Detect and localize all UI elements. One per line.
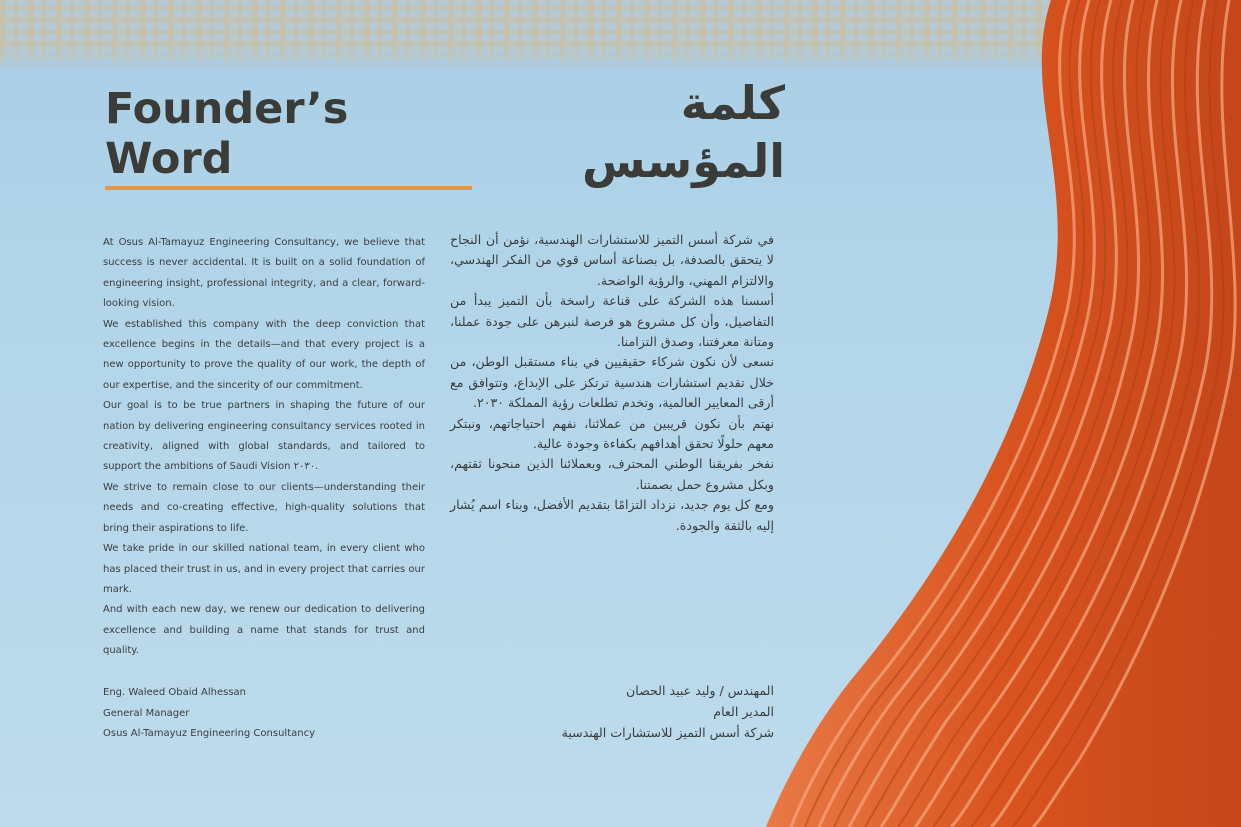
- english-paragraph: At Osus Al-Tamayuz Engineering Consultancy, we believe that success is never accidental. It is built on a solid foundation of engineering insight, professional integrity, and a clear, forward-looking vision.: [103, 237, 425, 310]
- arabic-paragraph: أسسنا هذه الشركة على قناعة راسخة بأن التميز يبدأ من التفاصيل، وأن كل مشروع هو فرصة لنبرهن على جودة عملنا، ومتانة معرفتنا، وصدق التزامنا.: [450, 293, 774, 350]
- arabic-paragraph: نسعى لأن نكون شركاء حقيقيين في بناء مستقبل الوطن، من خلال تقديم استشارات هندسية ترتكز على الإبداع، وتتوافق مع أرقى المعايير العالمية، وتخدم تطلعات رؤية المملكة ٢٠٣٠.: [450, 354, 774, 411]
- english-paragraph: Our goal is to be true partners in shaping the future of our nation by delivering engineering consultancy services rooted in creativity, aligned with global standards, and tailored to support the ambitions of Saudi Vision ٢٠٣٠.: [103, 400, 425, 473]
- signature-name: Eng. Waleed Obaid Alhessan: [103, 687, 246, 698]
- title-english: Founder’s Word: [105, 84, 472, 190]
- english-paragraph: We take pride in our skilled national team, in every client who has placed their trust in us, and in every project that carries our mark.: [103, 543, 425, 595]
- signature-english: [103, 683, 433, 745]
- orange-sculpture-image: [721, 0, 1241, 827]
- signature-name-arabic: المهندس / وليد عبيد الحصان: [626, 683, 774, 698]
- signature-company-arabic: شركة أسس التميز للاستشارات الهندسية: [561, 724, 774, 740]
- english-paragraph: And with each new day, we renew our dedication to delivering excellence and building a name that stands for trust and quality.: [103, 604, 425, 657]
- arabic-paragraph: في شركة أسس التميز للاستشارات الهندسية، نؤمن أن النجاح لا يتحقق بالصدفة، بل بصناعة أساس قوي من الفكر الهندسي، والالتزام المهني، والرؤية الواضحة.: [450, 232, 774, 288]
- signature-role: General Manager: [103, 707, 190, 719]
- arabic-column: [450, 230, 774, 536]
- signature-role-arabic: المدير العام: [713, 703, 774, 719]
- english-column: [103, 233, 425, 662]
- arabic-paragraph: نهتم بأن نكون قريبين من عملائنا، نفهم احتياجاتهم، ونبتكر معهم حلولًا تحقق أهدافهم بكفاءة وجودة عالية.: [450, 415, 774, 452]
- arabic-paragraph: ومع كل يوم جديد، نزداد التزامًا بتقديم الأفضل، وبناء اسم يُشار إليه بالثقة والجودة.: [450, 497, 774, 533]
- title-arabic: كلمة المؤسس: [582, 76, 785, 188]
- english-paragraph: We established this company with the deep conviction that excellence begins in the details—and that every project is a new opportunity to prove the quality of our work, the depth of our expertise, and the sincerity of our commitment.: [103, 318, 425, 391]
- page-title: [105, 76, 785, 190]
- english-paragraph: We strive to remain close to our clients—understanding their needs and co-creating effective, high-quality solutions that bring their aspirations to life.: [103, 481, 425, 534]
- signature-arabic: [450, 681, 774, 743]
- arabic-paragraph: نفخر بفريقنا الوطني المحترف، وبعملائنا الذين منحونا ثقتهم، وبكل مشروع حمل بصمتنا.: [450, 456, 774, 492]
- signature-company: Osus Al-Tamayuz Engineering Consultancy: [103, 728, 315, 739]
